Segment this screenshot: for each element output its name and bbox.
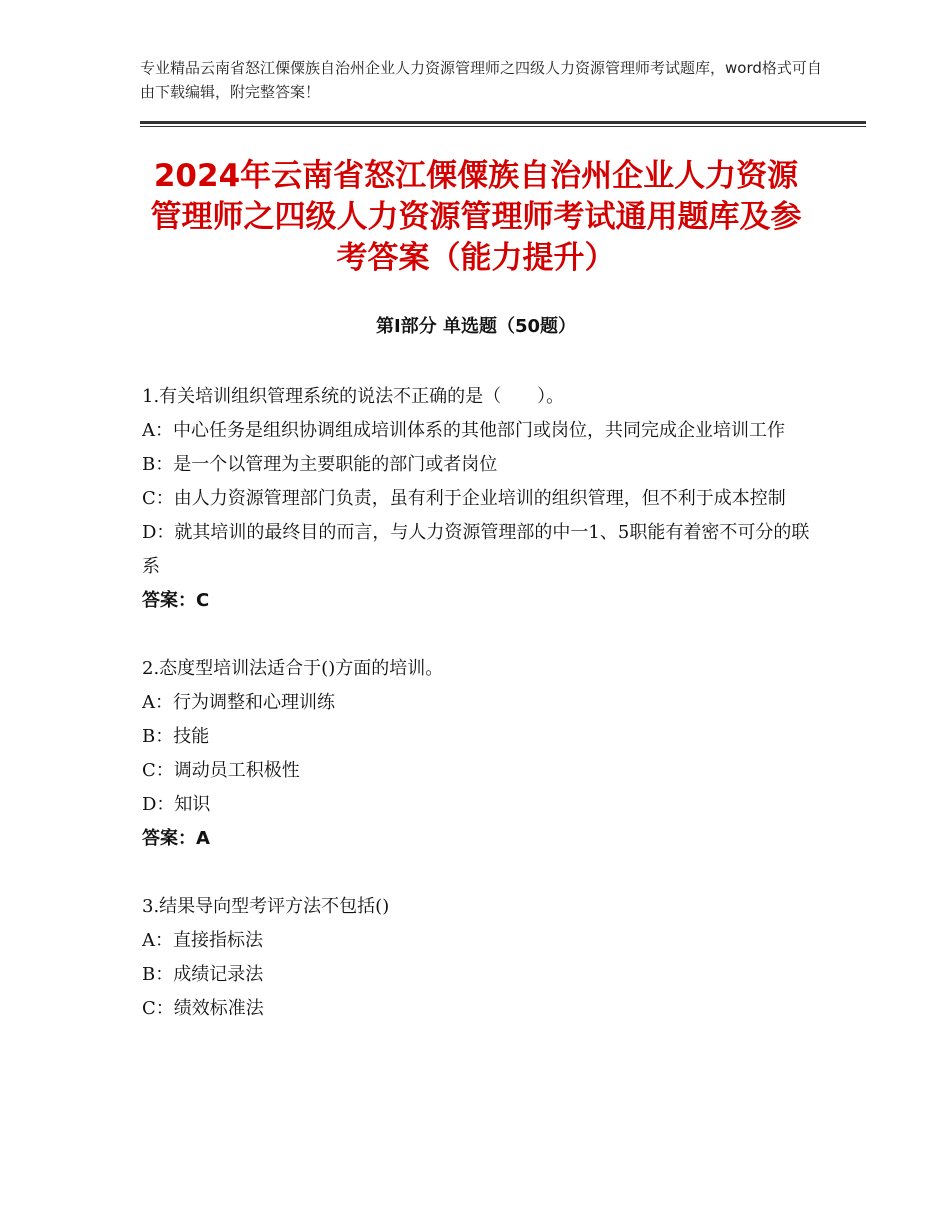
option-c: C：由人力资源管理部门负责，虽有利于企业培训的组织管理，但不利于成本控制 [142, 488, 786, 509]
question-3 [142, 890, 822, 1026]
option-b: B：成绩记录法 [142, 964, 264, 985]
option-c: C：调动员工积极性 [142, 760, 300, 781]
option-d: D：就其培训的最终目的而言，与人力资源管理部的中一1、5职能有着密不可分的联系 [142, 522, 810, 577]
option-a: A：中心任务是组织协调组成培训体系的其他部门或岗位，共同完成企业培训工作 [142, 420, 785, 441]
option-a: A：行为调整和心理训练 [142, 692, 335, 713]
header-rule-thick [140, 121, 866, 124]
answer: 答案：C [142, 590, 210, 611]
header-note: 专业精品云南省怒江傈僳族自治州企业人力资源管理师之四级人力资源管理师考试题库，word格式可自由下载编辑，附完整答案！ [140, 59, 822, 101]
option-d: D：知识 [142, 794, 211, 815]
option-b: B：是一个以管理为主要职能的部门或者岗位 [142, 454, 498, 475]
answer: 答案：A [142, 828, 210, 849]
question-stem: 1.有关培训组织管理系统的说法不正确的是（ ）。 [142, 386, 565, 407]
question-stem: 2.态度型培训法适合于()方面的培训。 [142, 658, 444, 679]
option-b: B：技能 [142, 726, 210, 747]
question-list [142, 380, 822, 1060]
option-c: C：绩效标准法 [142, 998, 264, 1019]
header-rule-thin [140, 126, 866, 127]
question-stem: 3.结果导向型考评方法不包括() [142, 896, 390, 917]
option-a: A：直接指标法 [142, 930, 263, 951]
section-title: 第Ⅰ部分 单选题（50题） [375, 316, 576, 337]
document-title: 2024年云南省怒江傈僳族自治州企业人力资源管理师之四级人力资源管理师考试通用题库及参考答案（能力提升） [150, 158, 802, 276]
question-1 [142, 380, 822, 618]
question-2 [142, 652, 822, 856]
